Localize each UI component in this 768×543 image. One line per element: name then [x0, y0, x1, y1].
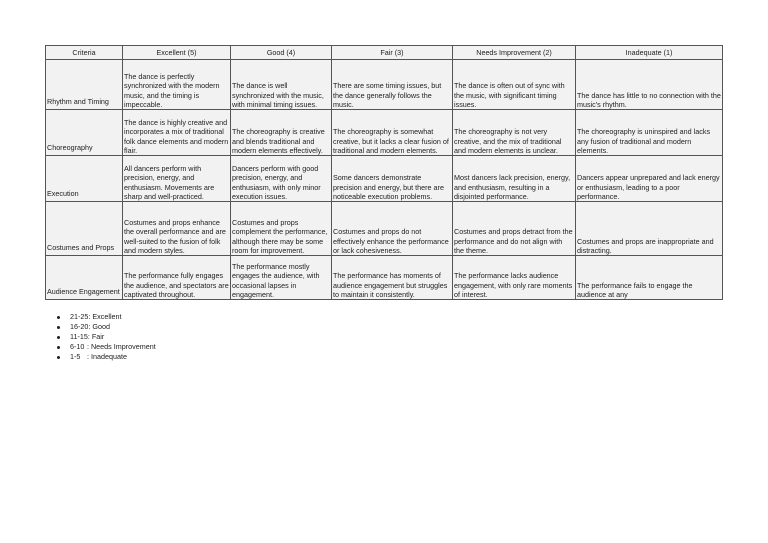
header-inadequate: Inadequate (1) — [576, 46, 723, 60]
score-range: 6-10 — [70, 342, 85, 351]
score-range: 1-5 — [70, 352, 81, 361]
score-range: 21-25 — [70, 312, 89, 321]
bullet-icon — [57, 356, 60, 359]
table-cell: Costumes and props complement the performance, although there may be some room for improvement. — [231, 202, 332, 256]
table-cell: The performance fully engages the audience, and spectators are captivated throughout. — [123, 256, 231, 300]
table-cell: The performance has moments of audience engagement but struggles to maintain it consistently. — [332, 256, 453, 300]
table-cell: The choreography is somewhat creative, but it lacks a clear fusion of traditional and modern elements. — [332, 110, 453, 156]
table-header-row — [46, 46, 723, 60]
header-fair: Fair (3) — [332, 46, 453, 60]
table-cell: The performance mostly engages the audience, with occasional lapses in engagement. — [231, 256, 332, 300]
table-cell: Dancers perform with good precision, energy, and enthusiasm, with only minor execution issues. — [231, 156, 332, 202]
list-item — [45, 332, 156, 342]
criterion-cell: Rhythm and Timing — [46, 60, 123, 110]
table-cell: Dancers appear unprepared and lack energy or enthusiasm, leading to a poor performance. — [576, 156, 723, 202]
criterion-cell: Execution — [46, 156, 123, 202]
table-cell: The choreography is uninspired and lacks any fusion of traditional and modern elements. — [576, 110, 723, 156]
table-cell: The dance is well synchronized with the music, with minimal timing issues. — [231, 60, 332, 110]
table-cell: Costumes and props enhance the overall performance and are well-suited to the fusion of folk and modern styles. — [123, 202, 231, 256]
table-row — [46, 256, 723, 300]
table-cell: The dance has little to no connection with the music's rhythm. — [576, 60, 723, 110]
header-excellent: Excellent (5) — [123, 46, 231, 60]
score-range: 16-20 — [70, 322, 89, 331]
table-cell: There are some timing issues, but the dance generally follows the music. — [332, 60, 453, 110]
table-cell: Costumes and props do not effectively enhance the performance or lack cohesiveness. — [332, 202, 453, 256]
score-scale-list — [45, 312, 156, 362]
table-cell: The dance is perfectly synchronized with the modern music, and the timing is impeccable. — [123, 60, 231, 110]
table-cell: Most dancers lack precision, energy, and enthusiasm, resulting in a disjointed performance. — [453, 156, 576, 202]
bullet-icon — [57, 336, 60, 339]
header-criteria: Criteria — [46, 46, 123, 60]
list-item — [45, 322, 156, 332]
criterion-cell: Costumes and Props — [46, 202, 123, 256]
rubric-table — [45, 45, 723, 300]
list-item — [45, 312, 156, 322]
table-cell: The dance is highly creative and incorporates a mix of traditional folk dance elements and modern flair. — [123, 110, 231, 156]
table-cell: The performance lacks audience engagement, with only rare moments of interest. — [453, 256, 576, 300]
score-label: : Excellent — [88, 312, 122, 321]
score-range: 11-15 — [70, 332, 88, 341]
table-row — [46, 202, 723, 256]
criterion-cell: Choreography — [46, 110, 123, 156]
header-good: Good (4) — [231, 46, 332, 60]
score-label: : Fair — [87, 332, 105, 341]
bullet-icon — [57, 326, 60, 329]
table-row — [46, 60, 723, 110]
table-cell: The choreography is creative and blends traditional and modern elements effectively. — [231, 110, 332, 156]
bullet-icon — [57, 346, 60, 349]
score-label: : Inadequate — [85, 352, 127, 361]
score-label: : Needs Improvement — [85, 342, 156, 351]
list-item — [45, 352, 156, 362]
table-cell: Costumes and props are inappropriate and distracting. — [576, 202, 723, 256]
table-row — [46, 156, 723, 202]
table-cell: The choreography is not very creative, and the mix of traditional and modern elements is unclear. — [453, 110, 576, 156]
score-label: : Good — [88, 322, 110, 331]
table-cell: The performance fails to engage the audience at any — [576, 256, 723, 300]
table-cell: Some dancers demonstrate precision and energy, but there are noticeable execution problems. — [332, 156, 453, 202]
criterion-cell: Audience Engagement — [46, 256, 123, 300]
bullet-icon — [57, 316, 60, 319]
table-cell: All dancers perform with precision, energy, and enthusiasm. Movements are sharp and well-practiced. — [123, 156, 231, 202]
header-needs-improvement: Needs Improvement (2) — [453, 46, 576, 60]
list-item — [45, 342, 156, 352]
table-cell: Costumes and props detract from the performance and do not align with the theme. — [453, 202, 576, 256]
table-cell: The dance is often out of sync with the music, with significant timing issues. — [453, 60, 576, 110]
table-row — [46, 110, 723, 156]
